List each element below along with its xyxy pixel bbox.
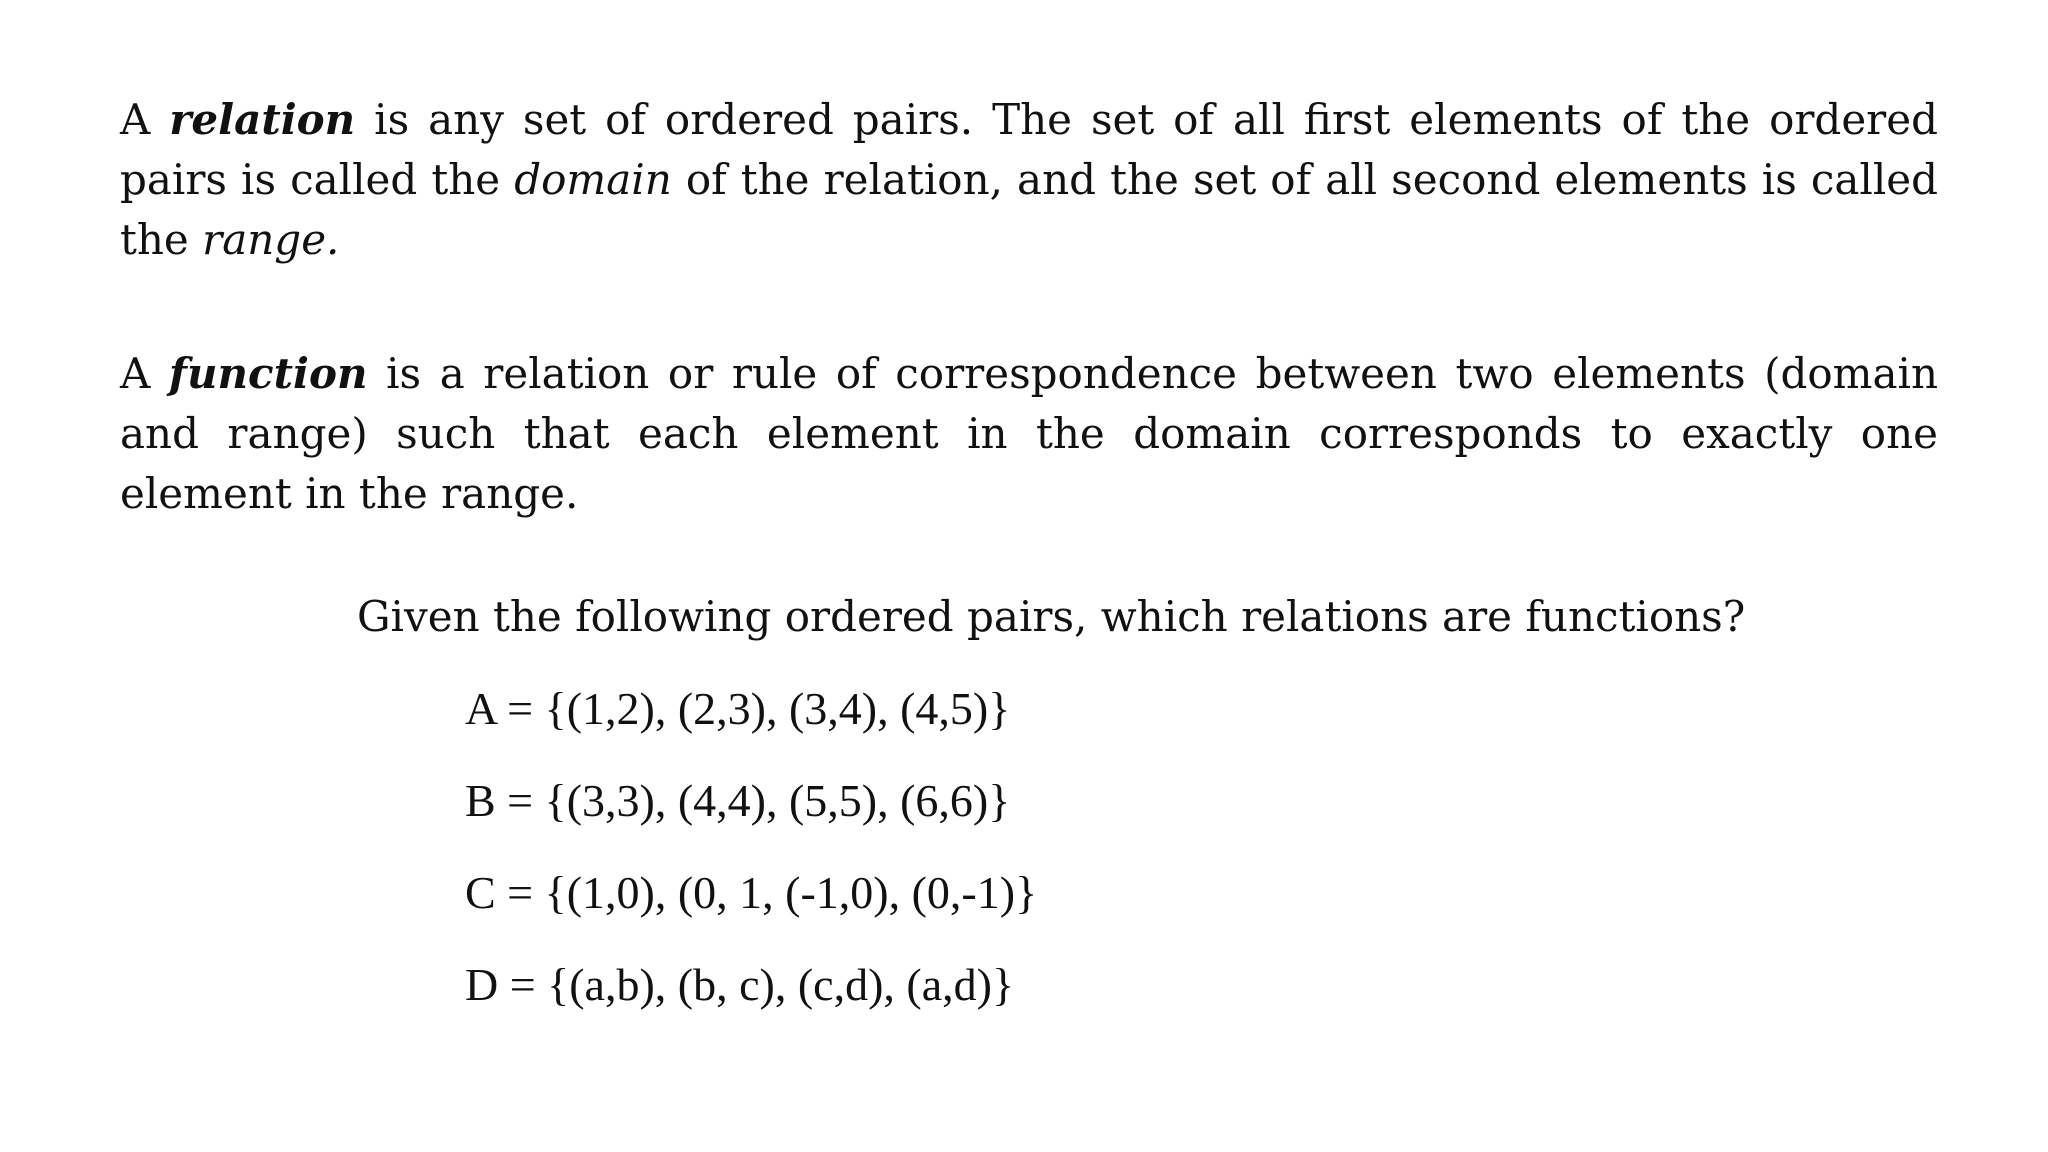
function-article: A	[120, 349, 169, 398]
function-term: function	[168, 349, 368, 398]
set-a: A = {(1,2), (2,3), (3,4), (4,5)}	[465, 683, 1011, 734]
relation-article: A	[120, 95, 170, 144]
set-c: C = {(1,0), (0, 1, (-1,0), (0,-1)}	[465, 867, 1038, 918]
function-definition-paragraph	[120, 344, 1938, 524]
set-b: B = {(3,3), (4,4), (5,5), (6,6)}	[465, 775, 1011, 826]
relation-text-1: is any set of ordered pairs. The set of all first elements of the ordered pairs is called the	[120, 95, 1938, 204]
question-prompt: Given the following ordered pairs, which relations are functions?	[357, 592, 1746, 641]
relation-text-2: of the relation, and the set of all second elements is called the	[120, 155, 1938, 264]
function-text-1: is a relation or rule of correspondence between two elements (domain and range) such that each element in the domain corresponds to exactly one element in the range.	[120, 349, 1939, 518]
set-d: D = {(a,b), (b, c), (c,d), (a,d)}	[465, 959, 1015, 1010]
domain-term: domain	[514, 155, 672, 204]
relation-term: relation	[169, 95, 356, 144]
range-term: range.	[202, 215, 340, 264]
relation-definition-paragraph	[120, 90, 1938, 270]
